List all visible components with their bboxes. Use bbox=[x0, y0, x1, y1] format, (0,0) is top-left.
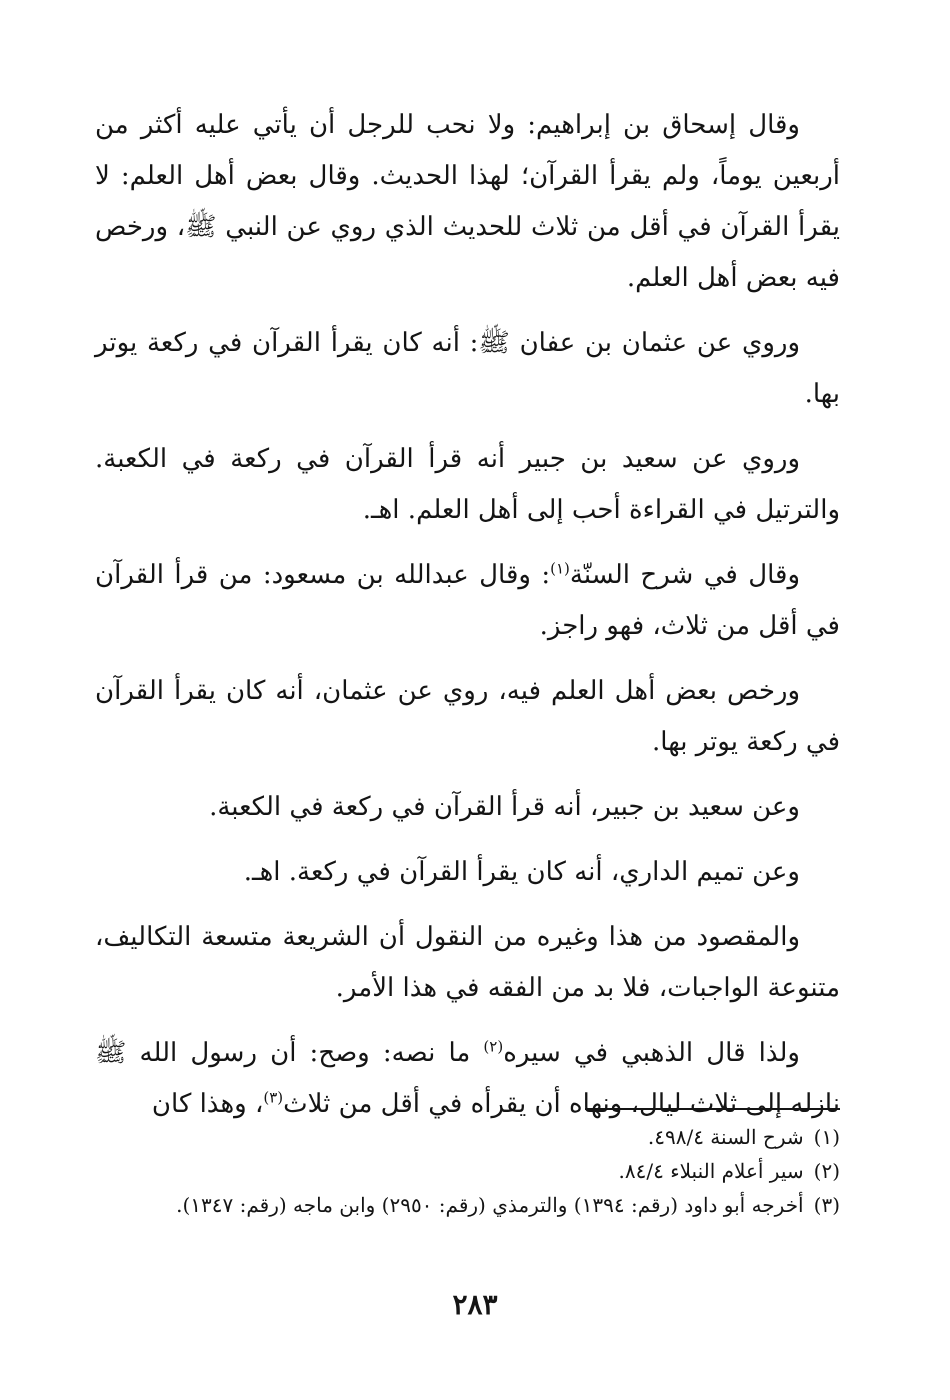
page-number: ٢٨٣ bbox=[452, 1288, 498, 1321]
footnote-1 bbox=[95, 1120, 840, 1154]
footnote-number: (٣) bbox=[813, 1193, 840, 1217]
paragraph-6: وعن سعيد بن جبير، أنه قرأ القرآن في ركعة في الكعبة. bbox=[209, 792, 800, 822]
paragraph-9-middle: ما نصه: وصح: أن رسول الله ﷺ نازله إلى ثلاث ليال، ونهاه أن يقرأه في أقل من ثلاث bbox=[95, 1038, 840, 1119]
footnote-text: شرح السنة ٤٩٨/٤. bbox=[647, 1125, 804, 1149]
paragraph-7: وعن تميم الداري، أنه كان يقرأ القرآن في ركعة. اهـ. bbox=[243, 857, 800, 887]
footnotes bbox=[95, 1108, 840, 1222]
paragraph-5: ورخص بعض أهل العلم فيه، روي عن عثمان، أنه كان يقرأ القرآن في ركعة يوتر بها. bbox=[95, 676, 840, 757]
paragraph-4-start: وقال في شرح السنّة bbox=[569, 560, 801, 590]
footnote-ref-2: (٢) bbox=[483, 1037, 504, 1056]
footnote-divider bbox=[585, 1108, 840, 1110]
paragraph-3: وروي عن سعيد بن جبير أنه قرأ القرآن في ركعة في الكعبة. والترتيل في القراءة أحب إلى أهل العلم. اهـ. bbox=[95, 444, 840, 525]
paragraph-4 bbox=[95, 550, 840, 652]
footnote-number: (١) bbox=[813, 1125, 840, 1149]
footnote-ref-3: (٣) bbox=[263, 1088, 284, 1107]
footnote-text: أخرجه أبو داود (رقم: ١٣٩٤) والترمذي (رقم: ٢٩٥٠) وابن ماجه (رقم: ١٣٤٧). bbox=[176, 1193, 804, 1217]
paragraph-2: وروي عن عثمان بن عفان ﷺ: أنه كان يقرأ القرآن في ركعة يوتر بها. bbox=[95, 328, 840, 409]
footnote-2 bbox=[95, 1154, 840, 1188]
main-text bbox=[95, 100, 840, 1144]
footnote-ref-1: (١) bbox=[550, 559, 570, 578]
footnote-number: (٢) bbox=[813, 1159, 840, 1183]
paragraph-9-end: ، وهذا كان bbox=[151, 1089, 264, 1119]
paragraph-4-end: : وقال عبدالله بن مسعود: من قرأ القرآن في أقل من ثلاث، فهو راجز. bbox=[95, 560, 840, 641]
paragraph-1: وقال إسحاق بن إبراهيم: ولا نحب للرجل أن يأتي عليه أكثر من أربعين يوماً، ولم يقرأ القرآن؛ لهذا الحديث. وقال بعض أهل العلم: لا يقرأ القرآن في أقل من ثلاث للحديث الذي روي عن النبي ﷺ، ورخص فيه بعض أهل العلم. bbox=[95, 110, 840, 293]
footnote-3 bbox=[95, 1188, 840, 1222]
paragraph-9-start: ولذا قال الذهبي في سيره bbox=[503, 1038, 800, 1068]
footnote-text: سير أعلام النبلاء ٨٤/٤. bbox=[618, 1159, 804, 1183]
paragraph-8: والمقصود من هذا وغيره من النقول أن الشريعة متسعة التكاليف، متنوعة الواجبات، فلا بد من الفقه في هذا الأمر. bbox=[95, 922, 840, 1003]
